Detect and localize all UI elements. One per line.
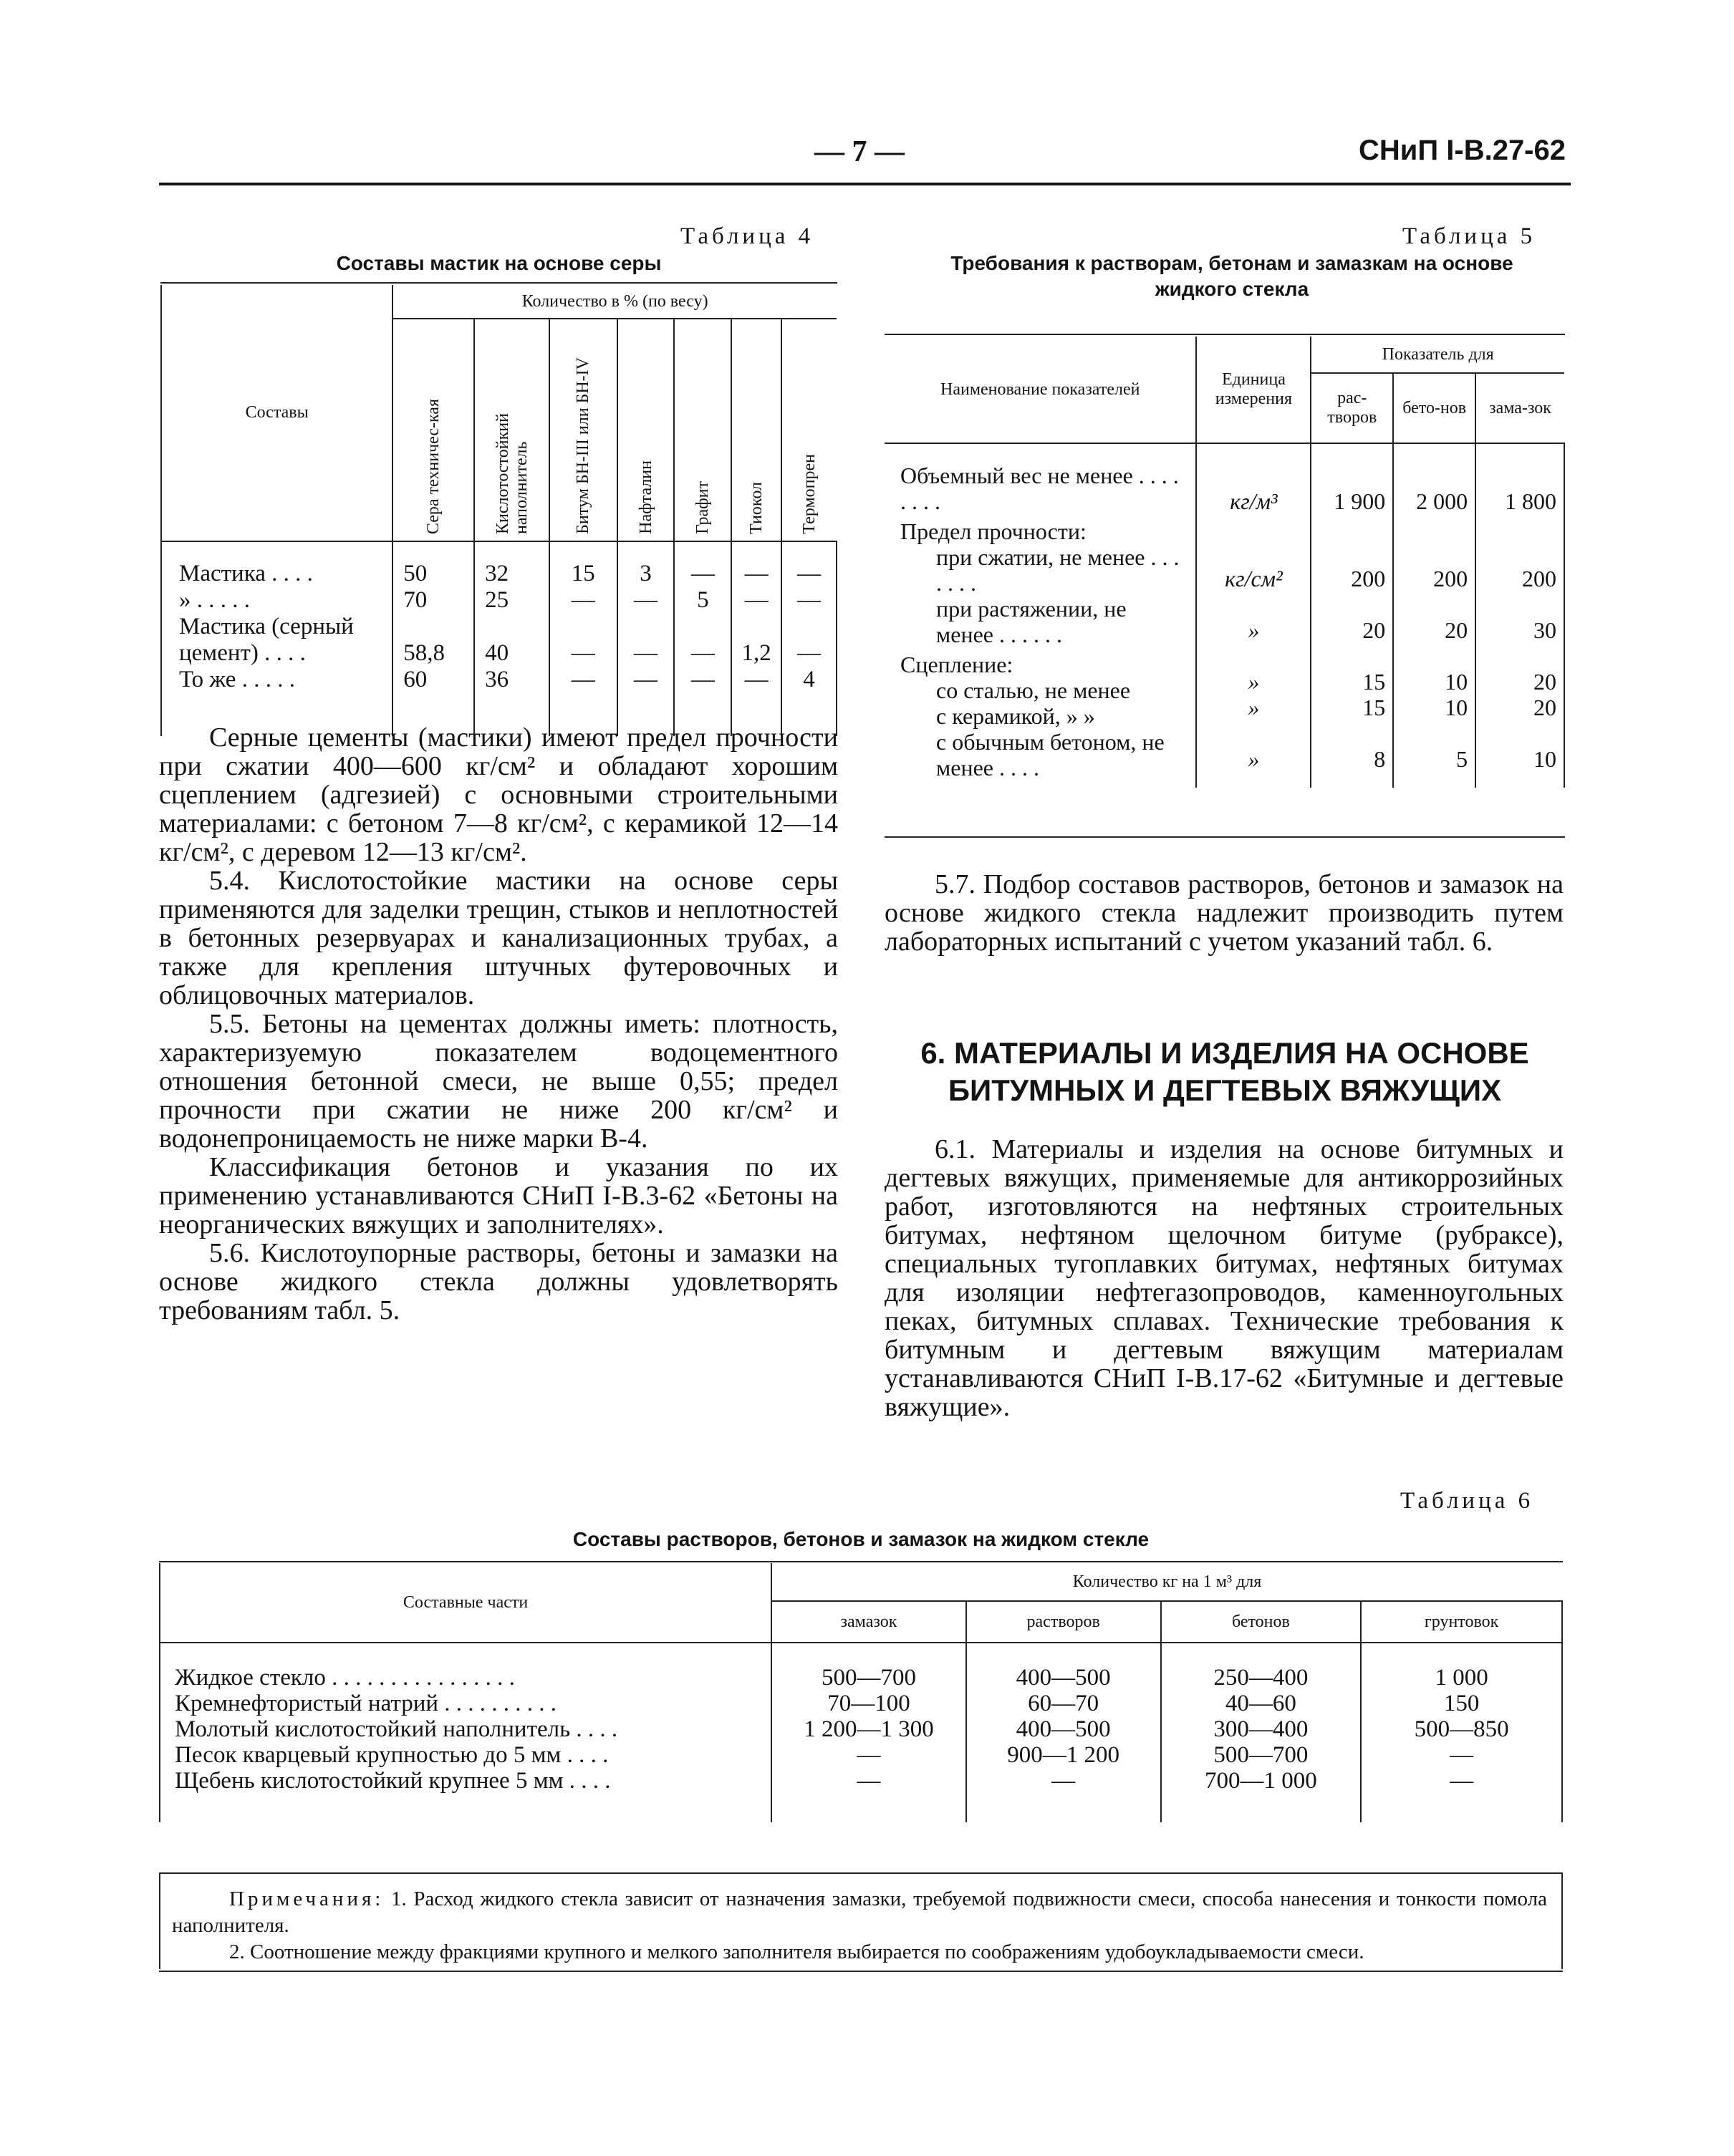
paragraph: 5.5. Бетоны на цементах должны иметь: плотность, характеризуемую показателем водоцементного отношения бетонной смеси, не выше 0,55; предел прочности при сжатии не ниже 200 кг/см² и водонепроницаемость не ниже марки В-4.	[159, 1009, 838, 1154]
table5-title: Требования к растворам, бетонам и замазкам на основе жидкого стекла	[950, 252, 1513, 300]
table4-col-header: Термопрен	[781, 319, 837, 541]
table4-col-header: Сера техничес-кая	[392, 319, 474, 541]
page-number: — 7 —	[814, 135, 905, 168]
right-column-text-top	[885, 870, 1564, 956]
table5-bottom-rule	[885, 836, 1565, 838]
paragraph: 6.1. Материалы и изделия на основе битумных и дегтевых вяжущих, применяемые для антикоррозийных работ, изготовляются на нефтяных строительных битумах, нефтяном щелочном битуме (рубраксе), специальных тугоплавких битумах, нефтяных битумах для изоляции нефтегазопроводов, каменноугольных пеках, битумных сплавах. Технические требования к битумным и дегтевым вяжущим материалам устанавливаются СНиП I-В.17-62 «Битумные и дегтевые вяжущие».	[885, 1134, 1564, 1422]
table5	[885, 337, 1565, 788]
table5-col-header: зама-зок	[1475, 373, 1564, 443]
table4-col-header: Битум БН-III или БН-IV	[549, 319, 617, 541]
table4-col-header: Тиокол	[731, 319, 781, 541]
table4-col-values: 3 — — —	[617, 541, 675, 736]
table6-caption: Таблица 6	[1400, 1488, 1534, 1514]
table6-group-header: Количество кг на 1 м³ для	[771, 1563, 1562, 1601]
table5-name-header: Наименование показателей	[885, 337, 1196, 443]
table6-col-values: 250—400 40—60 300—400 500—700 700—1 000	[1161, 1643, 1362, 1822]
table4-group-header: Количество в % (по весу)	[392, 285, 837, 319]
table6-notes-right-border	[1561, 1872, 1563, 1969]
table4-col-header: Нафталин	[617, 319, 675, 541]
table6-notes-rule	[159, 1872, 1563, 1874]
table4-title: Составы мастик на основе серы	[336, 252, 662, 274]
table5-col-values: 1 800 200 30 20 20 10	[1475, 443, 1564, 788]
table5-col-header: рас-творов	[1311, 373, 1393, 443]
paragraph: 5.7. Подбор составов растворов, бетонов и замазок на основе жидкого стекла надлежит производить путем лабораторных испытаний с учетом указаний табл. 6.	[885, 869, 1564, 957]
table6-col-header: растворов	[966, 1601, 1161, 1643]
table4	[160, 285, 837, 736]
table6-col-header: грунтовок	[1361, 1601, 1562, 1643]
note-1: Примечания: 1. Расход жидкого стекла зависит от назначения замазки, требуемой подвижности смеси, способа нанесения и тонкости помола наполнителя.	[172, 1887, 1547, 1937]
table4-stub-header: Составы	[161, 285, 392, 541]
table4-col-header: Кислотостойкий наполнитель	[474, 319, 549, 541]
table6-col-header: бетонов	[1161, 1601, 1362, 1643]
table5-unit-header: Единица измерения	[1196, 337, 1311, 443]
table5-col-values: 2 000 200 20 10 10 5	[1393, 443, 1475, 788]
paragraph: 5.4. Кислотостойкие мастики на основе серы применяются для заделки трещин, стыков и неплотностей в бетонных резервуарах и канализационных трубах, а также для крепления штучных футеровочных и облицовочных материалов.	[159, 866, 838, 1010]
table6-title: Составы растворов, бетонов и замазок на жидком стекле	[572, 1528, 1150, 1550]
table5-col-values: 1 900 200 20 15 15 8	[1311, 443, 1393, 788]
table4-col-values: — 5 — —	[674, 541, 731, 736]
table4-col-values: — — — 4	[781, 541, 837, 736]
table4-top-rule	[160, 282, 837, 284]
table5-unit-values: кг/м³ кг/см² » » » »	[1196, 443, 1311, 788]
paragraph: 5.6. Кислотоупорные растворы, бетоны и замазки на основе жидкого стекла должны удовлетворять требованиям табл. 5.	[159, 1238, 838, 1325]
paragraph: Серные цементы (мастики) имеют предел прочности при сжатии 400—600 кг/см² и обладают хорошим сцеплением (адгезией) с основными строительными материалами: с бетоном 7—8 кг/см², с керамикой 12—14 кг/см², с деревом 12—13 кг/см².	[159, 722, 838, 867]
table5-group-header: Показатель для	[1311, 337, 1564, 373]
table4-col-header: Графит	[674, 319, 731, 541]
paragraph: Классификация бетонов и указания по их применению устанавливаются СНиП I-В.3-62 «Бетоны на неорганических вяжущих и заполнителях».	[159, 1152, 838, 1239]
table6-col-header: замазок	[771, 1601, 966, 1643]
table6-notes	[172, 1886, 1547, 1966]
table6	[159, 1563, 1563, 1822]
note-2: 2. Соотношение между фракциями крупного и мелкого заполнителя выбирается по соображениям удобоукладываемости смеси.	[229, 1940, 1364, 1963]
table5-row-names: Объемный вес не менее . . . . . . . . Предел прочности: при сжатии, не менее . . . . . . . при растяжении, не менее . . . . . . Сцепление: со сталью, не менее с керамикой, » » с обычным бетоном, не менее . . . .	[900, 463, 1180, 780]
table4-caption: Таблица 4	[680, 223, 814, 249]
table6-col-values: 500—700 70—100 1 200—1 300 — —	[771, 1643, 966, 1822]
table4-col-values: 15 — — —	[549, 541, 617, 736]
table6-top-rule	[159, 1561, 1563, 1562]
table6-col-values: 400—500 60—70 400—500 900—1 200 —	[966, 1643, 1161, 1822]
table5-top-rule	[885, 334, 1565, 335]
table4-col-values: 32 25 40 36	[474, 541, 549, 736]
right-column-text-bottom	[885, 1135, 1564, 1421]
table6-stub-header: Составные части	[160, 1563, 771, 1643]
table4-col-values: — — 1,2 —	[731, 541, 781, 736]
table5-caption: Таблица 5	[1402, 223, 1536, 249]
header-rule	[159, 183, 1571, 185]
document-code: СНиП I-В.27-62	[1359, 135, 1566, 166]
table4-row-names: Мастика . . . . » . . . . . Мастика (серный цемент) . . . . То же . . . . .	[161, 541, 392, 736]
table6-notes-left-border	[159, 1872, 160, 1969]
table4-col-values: 50 70 58,8 60	[392, 541, 474, 736]
table6-bottom-rule	[159, 1971, 1563, 1972]
table5-col-header: бето-нов	[1393, 373, 1475, 443]
table6-row-names: Жидкое стекло . . . . . . . . . . . . . . . . Кремнефтористый натрий . . . . . . . . . . Молотый кислотостойкий наполнитель . . . . Песок кварцевый крупностью до 5 мм . . . . Щебень кислотостойкий крупнее 5 мм . . . .	[160, 1643, 771, 1822]
section-title: 6. МАТЕРИАЛЫ И ИЗДЕЛИЯ НА ОСНОВЕ БИТУМНЫХ И ДЕГТЕВЫХ ВЯЖУЩИХ	[920, 1036, 1529, 1107]
notes-label: Примечания:	[229, 1887, 385, 1910]
table6-col-values: 1 000 150 500—850 — —	[1361, 1643, 1562, 1822]
left-column-text	[159, 723, 838, 1325]
